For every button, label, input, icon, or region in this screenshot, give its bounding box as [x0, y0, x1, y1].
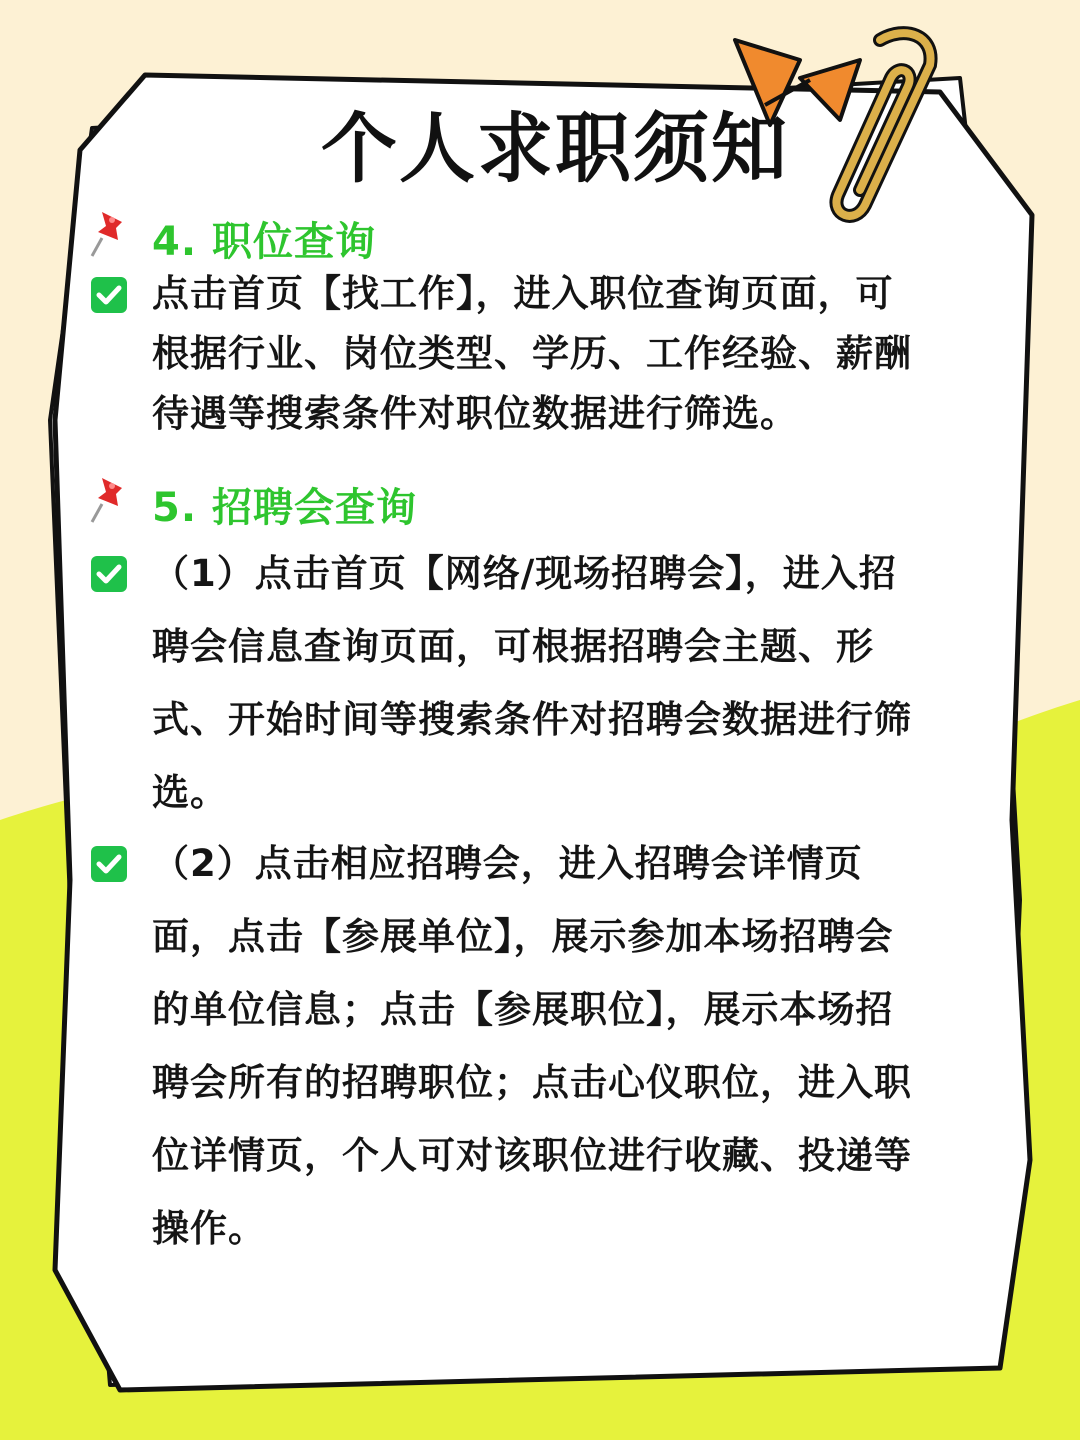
checkbox-icon: [90, 555, 128, 593]
checkbox-icon: [90, 845, 128, 883]
page-title: 个人求职须知: [321, 104, 789, 193]
checkbox-icon: [90, 276, 128, 314]
pushpin-icon: [88, 208, 130, 260]
section-5-item-2-text: （2）点击相应招聘会，进入招聘会详情页 面，点击【参展单位】，展示参加本场招聘会 的单位信息；点击【参展职位】，展示本场招 聘会所有的招聘职位；点击心仪职位，进入职 位详情页，个人可对该职位进行收藏、投递等 操作。: [152, 842, 912, 1250]
section-heading-job-search: 4. 职位查询: [152, 219, 376, 265]
pushpin-icon: [88, 474, 130, 526]
section-heading-job-fair-search: 5. 招聘会查询: [152, 485, 417, 531]
section-4-item-1-text: 点击首页【找工作】，进入职位查询页面，可 根据行业、岗位类型、学历、工作经验、薪酬 待遇等搜索条件对职位数据进行筛选。: [152, 272, 912, 435]
section-5-item-1-text: （1）点击首页【网络/现场招聘会】，进入招 聘会信息查询页面，可根据招聘会主题、形 式、开始时间等搜索条件对招聘会数据进行筛 选。: [152, 552, 912, 814]
